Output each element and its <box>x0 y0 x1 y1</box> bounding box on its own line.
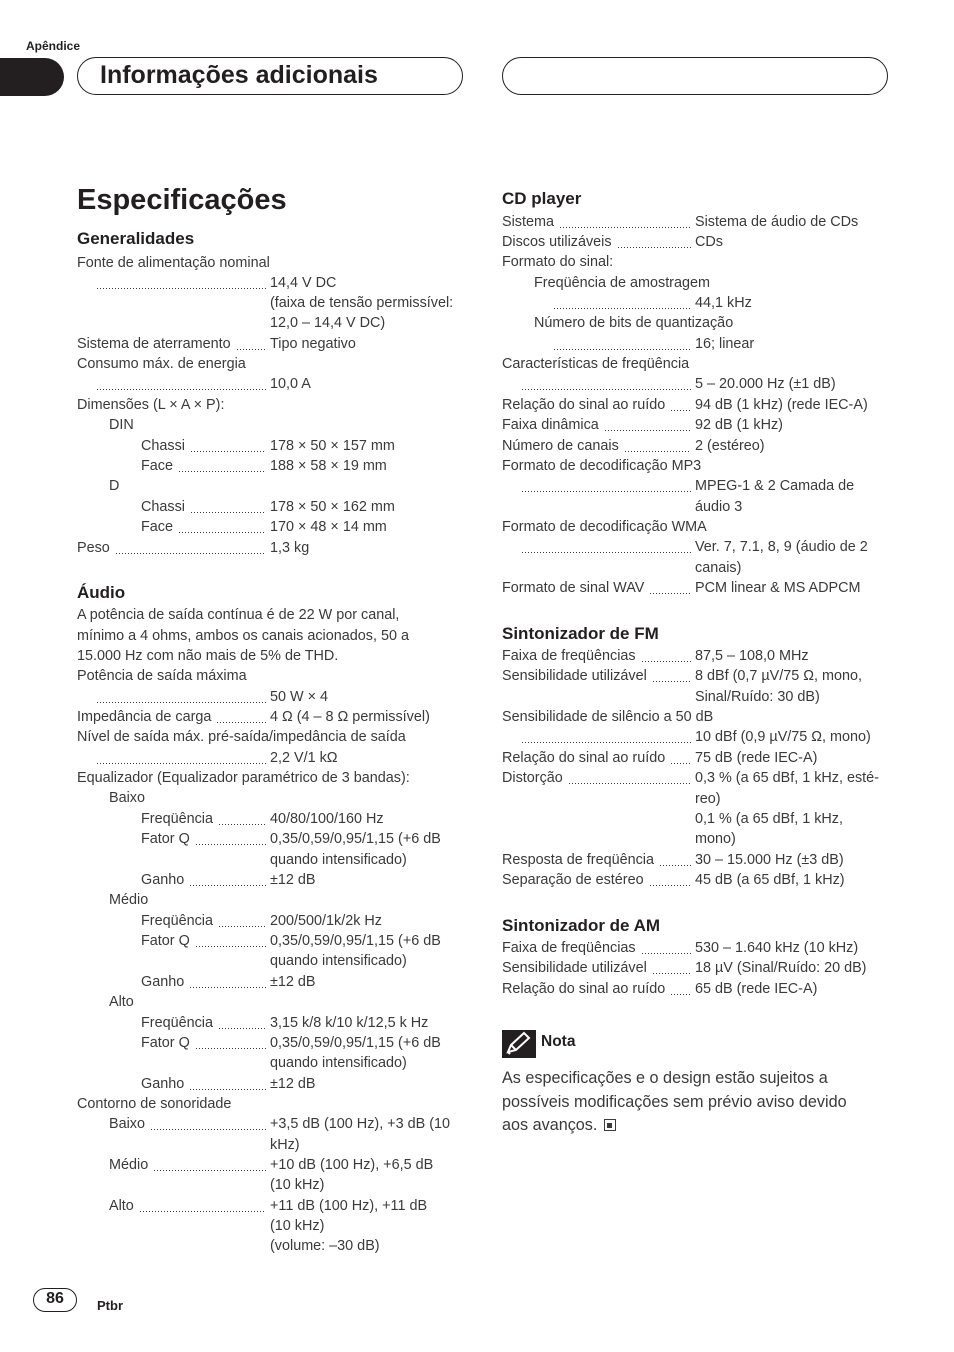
dot-leader <box>216 711 266 725</box>
dot-leader <box>521 731 691 745</box>
spec-value: 45 dB (a 65 dBf, 1 kHz) <box>695 872 845 888</box>
spec-value: 65 dB (rede IEC-A) <box>695 981 818 997</box>
spec-value: Sinal/Ruído: 30 dB) <box>695 689 820 705</box>
section-heading: Sintonizador de FM <box>502 624 659 643</box>
spec-value: (faixa de tensão permissível: <box>270 295 454 311</box>
section-heading: CD player <box>502 189 582 208</box>
spec-label: Baixo <box>109 1116 145 1132</box>
spec-label: Discos utilizáveis <box>502 234 612 250</box>
spec-value: 75 dB (rede IEC-A) <box>695 750 818 766</box>
dot-leader <box>521 378 691 392</box>
spec-value: 0,35/0,59/0,95/1,15 (+6 dB <box>270 933 441 949</box>
spec-label: Ganho <box>141 1076 185 1092</box>
spec-value: mono) <box>695 831 736 847</box>
dot-leader <box>670 752 691 766</box>
spec-label: Ganho <box>141 974 185 990</box>
spec-value: CDs <box>695 234 723 250</box>
spec-value: 0,3 % (a 65 dBf, 1 kHz, esté- <box>695 770 879 786</box>
spec-label: mínimo a 4 ohms, ambos os canais acionados, 50 a <box>77 628 409 644</box>
spec-label: Médio <box>109 892 149 908</box>
dot-leader <box>190 440 266 454</box>
spec-label: Sensibilidade utilizável <box>502 960 647 976</box>
dot-leader <box>189 874 266 888</box>
spec-value: 188 × 58 × 19 mm <box>270 458 387 474</box>
dot-leader <box>96 691 266 705</box>
spec-value: 2,2 V/1 kΩ <box>270 750 338 766</box>
spec-value: 16; linear <box>695 336 755 352</box>
spec-label: D <box>109 478 120 494</box>
spec-value: 8 dBf (0,7 µV/75 Ω, mono, <box>695 668 863 684</box>
spec-value: 178 × 50 × 162 mm <box>270 499 395 515</box>
language-code: Ptbr <box>97 1298 123 1313</box>
spec-label: Sensibilidade de silêncio a 50 dB <box>502 709 714 725</box>
spec-label: 15.000 Hz com não mais de 5% de THD. <box>77 648 339 664</box>
spec-value: 94 dB (1 kHz) (rede IEC-A) <box>695 397 868 413</box>
spec-value: 3,15 k/8 k/10 k/12,5 k Hz <box>270 1015 429 1031</box>
dot-leader <box>604 419 691 433</box>
spec-label: A potência de saída contínua é de 22 W por canal, <box>77 607 400 623</box>
spec-label: Freqüência de amostragem <box>534 275 710 291</box>
note-line: possíveis modificações sem prévio aviso devido <box>502 1092 847 1111</box>
chapter-title: Informações adicionais <box>100 61 378 89</box>
spec-value: canais) <box>695 560 742 576</box>
dot-leader <box>96 277 266 291</box>
dot-leader <box>670 399 691 413</box>
spec-label: Fonte de alimentação nominal <box>77 255 270 271</box>
section-heading: Generalidades <box>77 229 195 248</box>
dot-leader <box>218 813 266 827</box>
dot-leader <box>178 460 266 474</box>
spec-value: 10,0 A <box>270 376 311 392</box>
spec-value: 87,5 – 108,0 MHz <box>695 648 809 664</box>
page-number: 86 <box>46 1290 64 1307</box>
spec-label: Relação do sinal ao ruído <box>502 750 666 766</box>
spec-label: Resposta de freqüência <box>502 852 655 868</box>
spec-value: 18 µV (Sinal/Ruído: 20 dB) <box>695 960 867 976</box>
spec-label: Chassi <box>141 438 185 454</box>
dot-leader <box>659 854 691 868</box>
dot-leader <box>115 542 266 556</box>
dot-leader <box>96 378 266 392</box>
spec-value: (volume: –30 dB) <box>270 1238 380 1254</box>
spec-value: 530 – 1.640 kHz (10 kHz) <box>695 940 859 956</box>
spec-value: 170 × 48 × 14 mm <box>270 519 387 535</box>
spec-label: Fator Q <box>141 1035 190 1051</box>
spec-value: 50 W × 4 <box>270 689 328 705</box>
dot-leader <box>641 650 691 664</box>
dot-leader <box>218 915 266 929</box>
spec-value: (10 kHz) <box>270 1218 325 1234</box>
dot-leader <box>568 772 691 786</box>
spec-value: Ver. 7, 7.1, 8, 9 (áudio de 2 <box>695 539 868 555</box>
blank-header-box <box>502 57 888 95</box>
spec-label: Fator Q <box>141 933 190 949</box>
spec-label: Faixa de freqüências <box>502 940 636 956</box>
spec-label: Número de bits de quantização <box>534 315 734 331</box>
dot-leader <box>617 236 691 250</box>
spec-label: Equalizador (Equalizador paramétrico de 3 bandas): <box>77 770 410 786</box>
section-heading: Áudio <box>77 583 126 602</box>
spec-label: Freqüência <box>141 1015 213 1031</box>
dot-leader <box>521 541 691 555</box>
page-title: Especificações <box>77 184 287 216</box>
dot-leader <box>195 833 266 847</box>
spec-value: 44,1 kHz <box>695 295 752 311</box>
spec-label: Freqüência <box>141 913 213 929</box>
note-line-text: aos avanços. <box>502 1116 598 1134</box>
spec-value: PCM linear & MS ADPCM <box>695 580 861 596</box>
spec-label: Chassi <box>141 499 185 515</box>
spec-value: 200/500/1k/2k Hz <box>270 913 382 929</box>
spec-label: Faixa dinâmica <box>502 417 599 433</box>
dot-leader <box>195 1037 266 1051</box>
note-line <box>502 1114 847 1138</box>
dot-leader <box>195 935 266 949</box>
chapter-title-box <box>77 57 463 95</box>
dot-leader <box>96 752 266 766</box>
spec-value: 178 × 50 × 157 mm <box>270 438 395 454</box>
spec-value: +11 dB (100 Hz), +11 dB <box>270 1198 428 1214</box>
note-line: As especificações e o design estão sujeitos a <box>502 1069 828 1087</box>
spec-label: Alto <box>109 1198 134 1214</box>
spec-label: Ganho <box>141 872 185 888</box>
spec-label: Baixo <box>109 790 145 806</box>
spec-label: Sensibilidade utilizável <box>502 668 647 684</box>
spec-value: 0,35/0,59/0,95/1,15 (+6 dB <box>270 831 441 847</box>
spec-value: 40/80/100/160 Hz <box>270 811 384 827</box>
spec-value: 12,0 – 14,4 V DC) <box>270 315 386 331</box>
spec-label: Características de freqüência <box>502 356 690 372</box>
spec-label: Formato do sinal: <box>502 254 614 270</box>
spec-label: Face <box>141 519 173 535</box>
spec-label: Formato de sinal WAV <box>502 580 645 596</box>
spec-value: 2 (estéreo) <box>695 438 765 454</box>
section-tab <box>0 58 64 96</box>
note-label: Nota <box>541 1033 576 1050</box>
spec-value: quando intensificado) <box>270 1055 407 1071</box>
spec-value: reo) <box>695 791 721 807</box>
spec-value: 0,35/0,59/0,95/1,15 (+6 dB <box>270 1035 441 1051</box>
dot-leader <box>178 521 266 535</box>
dot-leader <box>521 480 691 494</box>
dot-leader <box>624 440 691 454</box>
dot-leader <box>236 338 266 352</box>
dot-leader <box>189 1078 266 1092</box>
section-label: Apêndice <box>26 39 81 53</box>
dot-leader <box>670 983 691 997</box>
spec-label: Fator Q <box>141 831 190 847</box>
spec-label: Separação de estéreo <box>502 872 644 888</box>
dot-leader <box>150 1118 266 1132</box>
dot-leader <box>641 942 691 956</box>
spec-value: 1,3 kg <box>270 540 310 556</box>
spec-label: Número de canais <box>502 438 619 454</box>
spec-value: Tipo negativo <box>270 336 356 352</box>
section-heading: Sintonizador de AM <box>502 916 661 935</box>
dot-leader <box>190 501 266 515</box>
spec-label: Formato de decodificação WMA <box>502 519 707 535</box>
spec-value: 14,4 V DC <box>270 275 337 291</box>
page-number-box <box>33 1288 77 1312</box>
spec-label: Distorção <box>502 770 563 786</box>
dot-leader <box>652 670 691 684</box>
spec-value: MPEG-1 & 2 Camada de <box>695 478 855 494</box>
dot-leader <box>218 1017 266 1031</box>
spec-value: Sistema de áudio de CDs <box>695 214 859 230</box>
note-pencil-icon <box>502 1030 536 1058</box>
spec-value: ±12 dB <box>270 974 316 990</box>
spec-value: ±12 dB <box>270 1076 316 1092</box>
spec-value: 30 – 15.000 Hz (±3 dB) <box>695 852 844 868</box>
spec-label: Freqüência <box>141 811 213 827</box>
spec-value: kHz) <box>270 1137 300 1153</box>
spec-value: ±12 dB <box>270 872 316 888</box>
dot-leader <box>189 976 266 990</box>
spec-label: Alto <box>109 994 134 1010</box>
spec-value: 92 dB (1 kHz) <box>695 417 783 433</box>
spec-label: Sistema de aterramento <box>77 336 231 352</box>
dot-leader <box>139 1200 266 1214</box>
note-text <box>502 1067 847 1138</box>
spec-label: Consumo máx. de energia <box>77 356 246 372</box>
dot-leader <box>553 297 691 311</box>
spec-label: Face <box>141 458 173 474</box>
spec-label: Nível de saída máx. pré-saída/impedância de saída <box>77 729 406 745</box>
spec-label: Peso <box>77 540 110 556</box>
dot-leader <box>553 338 691 352</box>
spec-label: DIN <box>109 417 134 433</box>
spec-label: Dimensões (L × A × P): <box>77 397 225 413</box>
spec-value: 5 – 20.000 Hz (±1 dB) <box>695 376 836 392</box>
spec-value: 10 dBf (0,9 µV/75 Ω, mono) <box>695 729 871 745</box>
spec-label: Médio <box>109 1157 149 1173</box>
spec-label: Relação do sinal ao ruído <box>502 397 666 413</box>
spec-value: áudio 3 <box>695 499 743 515</box>
spec-label: Faixa de freqüências <box>502 648 636 664</box>
dot-leader <box>652 962 691 976</box>
spec-label: Relação do sinal ao ruído <box>502 981 666 997</box>
spec-value: 4 Ω (4 – 8 Ω permissível) <box>270 709 430 725</box>
end-mark-icon <box>604 1119 616 1131</box>
dot-leader <box>649 874 691 888</box>
spec-label: Sistema <box>502 214 554 230</box>
spec-label: Contorno de sonoridade <box>77 1096 232 1112</box>
dot-leader <box>559 216 691 230</box>
spec-value: quando intensificado) <box>270 953 407 969</box>
dot-leader <box>153 1159 266 1173</box>
spec-value: quando intensificado) <box>270 852 407 868</box>
spec-value: +10 dB (100 Hz), +6,5 dB <box>270 1157 434 1173</box>
dot-leader <box>649 582 691 596</box>
spec-value: +3,5 dB (100 Hz), +3 dB (10 <box>270 1116 450 1132</box>
spec-value: 0,1 % (a 65 dBf, 1 kHz, <box>695 811 843 827</box>
spec-value: (10 kHz) <box>270 1177 325 1193</box>
spec-label: Impedância de carga <box>77 709 212 725</box>
spec-label: Potência de saída máxima <box>77 668 247 684</box>
spec-label: Formato de decodificação MP3 <box>502 458 702 474</box>
